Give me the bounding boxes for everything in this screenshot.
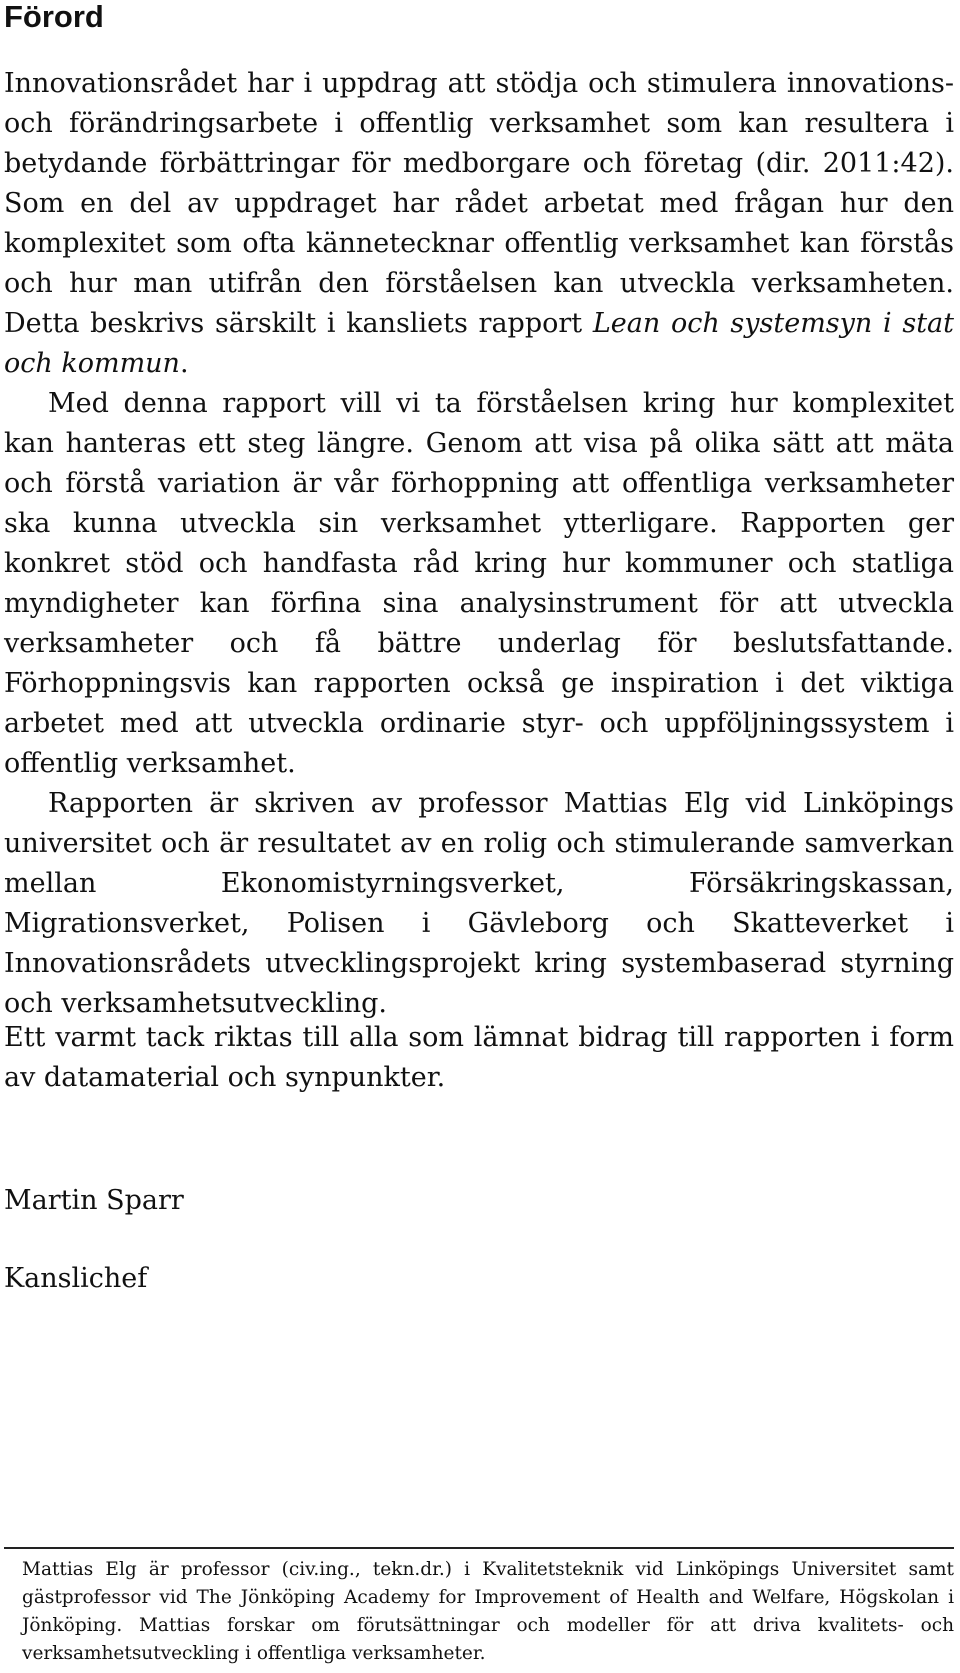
foreword-paragraph-4: Ett varmt tack riktas till alla som lämnat bidrag till rapporten i form av datamaterial och synpunkter.	[4, 1022, 954, 1093]
footnote-divider	[4, 1547, 954, 1549]
signature-name: Martin Sparr	[4, 1185, 184, 1216]
report-title: Lean och systemsyn i stat och kommun	[4, 308, 954, 379]
signature-role: Kanslichef	[4, 1263, 148, 1294]
foreword-paragraph-1	[4, 64, 954, 384]
paragraph-text-end: .	[179, 348, 189, 379]
foreword-paragraph-2: Med denna rapport vill vi ta förståelsen kring hur komplexitet kan hanteras ett steg längre. Genom att visa på olika sätt att mäta och förstå variation är vår förhoppning att offentliga verksamheter ska kunna utveckla sin verksamhet ytterligare. Rapporten ger konkret stöd och handfasta råd kring hur kommuner och statliga myndigheter kan förfina sina analysinstrument för att utveckla verksamheter och få bättre underlag för beslutsfattande. Förhoppningsvis kan rapporten också ge inspiration i det viktiga arbetet med att utveckla ordinarie styr- och uppföljningssystem i offentlig verksamhet.	[4, 388, 954, 779]
page-title: Förord	[4, 0, 104, 34]
paragraph-text: Innovationsrådet har i uppdrag att stödja och stimulera innovations- och förändringsarbete i offentlig verksamhet som kan resultera i betydande förbättringar för medborgare och företag (dir. 2011:42). Som en del av uppdraget har rådet arbetat med frågan hur den komplexitet som ofta kännetecknar offentlig verksamhet kan förstås och hur man utifrån den förståelsen kan utveckla verksamheten. Detta beskrivs särskilt i kansliets rapport	[4, 68, 954, 339]
foreword-paragraph-3: Rapporten är skriven av professor Mattias Elg vid Linköpings universitet och är resultatet av en rolig och stimulerande samverkan mellan Ekonomistyrningsverket, Försäkringskassan, Migrationsverket, Polisen i Gävleborg och Skatteverket i Innovationsrådets utvecklingsprojekt kring systembaserad styrning och verksamhetsutveckling.	[4, 788, 954, 1019]
footnote: Mattias Elg är professor (civ.ing., tekn.dr.) i Kvalitetsteknik vid Linköpings Universitet samt gästprofessor vid The Jönköping Academy for Improvement of Health and Welfare, Högskolan i Jönköping. Mattias forskar om förutsättningar och modeller för att driva kvalitets- och verksamhetsutveckling i offentliga verksamheter.	[22, 1559, 954, 1664]
